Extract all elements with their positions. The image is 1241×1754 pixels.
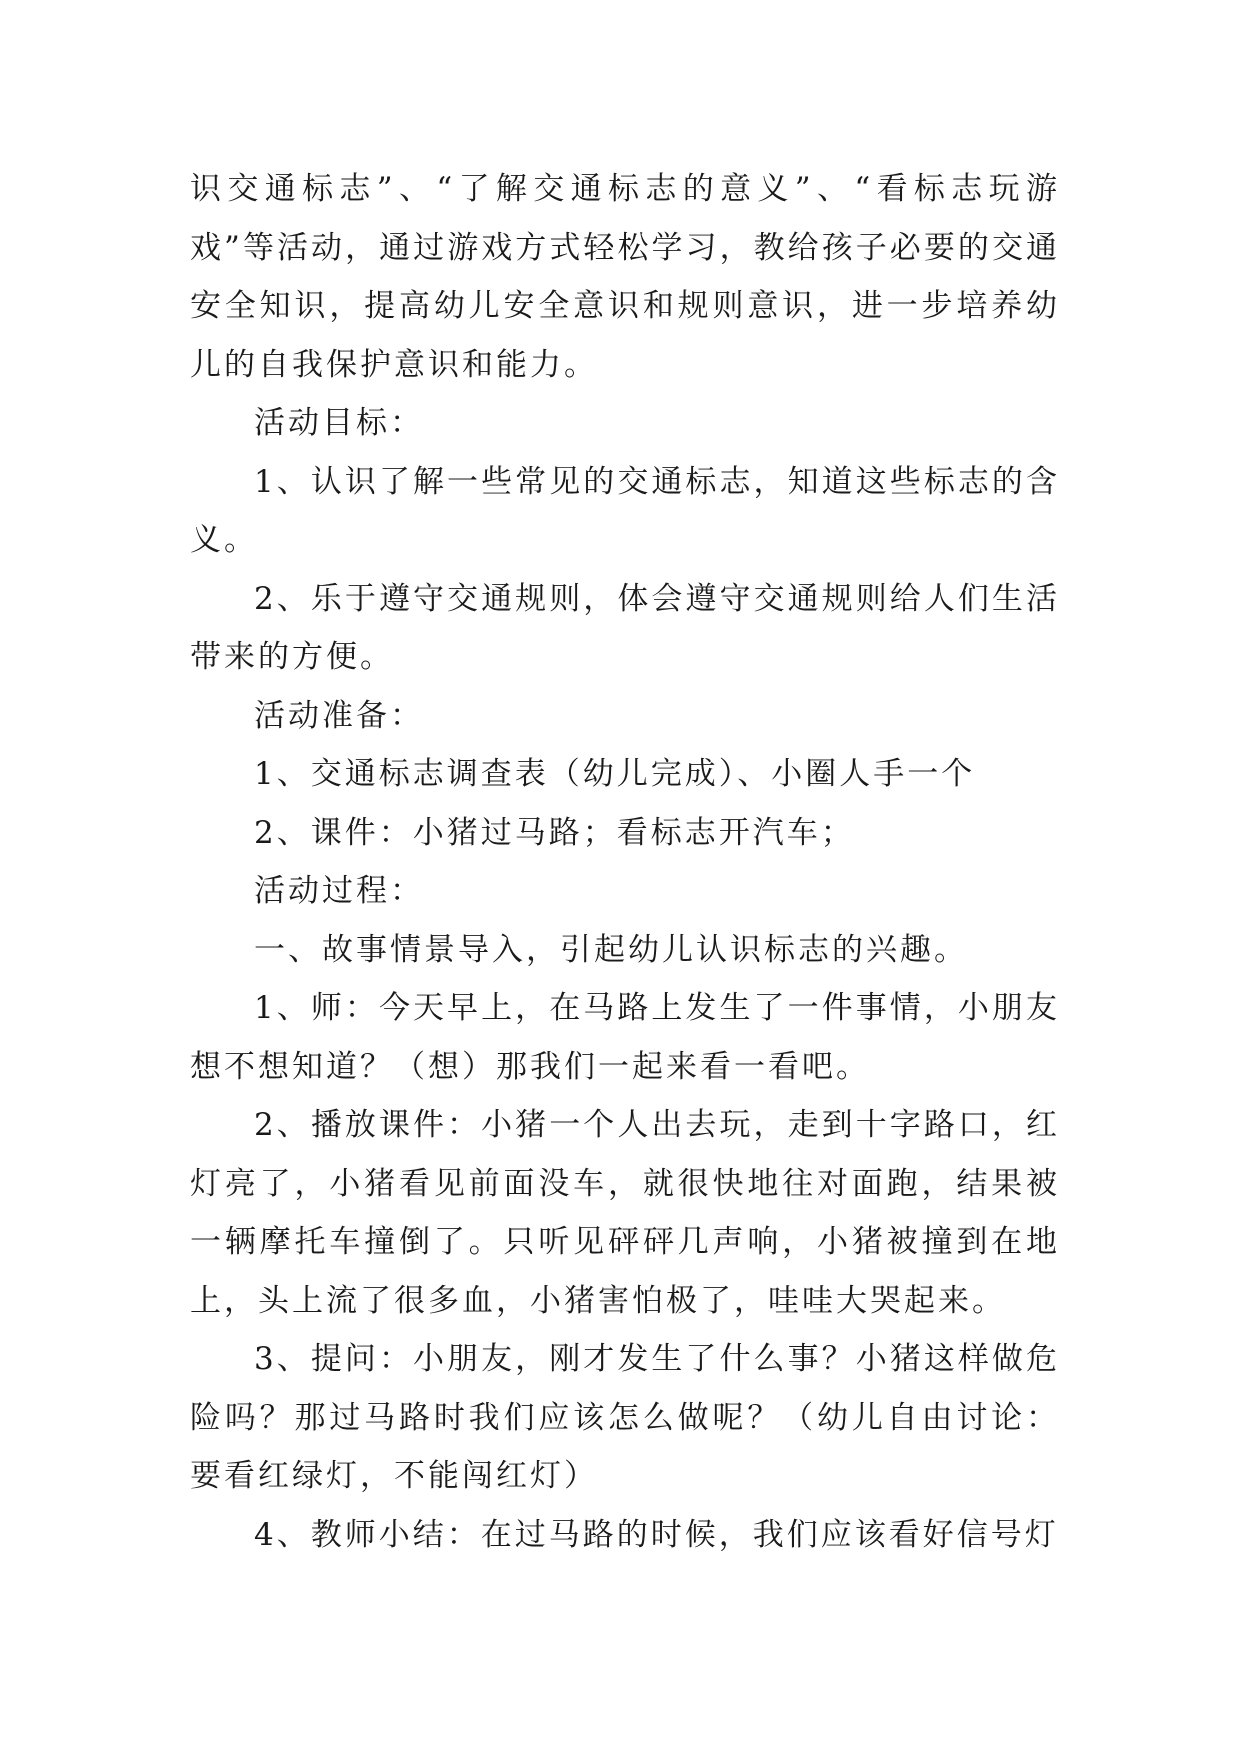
paragraph-process-step-4: 4、教师小结：在过马路的时候，我们应该看好信号灯	[254, 1516, 1059, 1553]
paragraph-goal-1: 1、认识了解一些常见的交通标志，知道这些标志的含义。	[190, 463, 1060, 558]
paragraph-process-step-3: 3、提问：小朋友，刚才发生了什么事？小猪这样做危险吗？那过马路时我们应该怎么做呢？（幼儿自由讨论：要看红绿灯，不能闯红灯）	[190, 1341, 1060, 1494]
paragraph-intro-continued: 识交通标志”、“了解交通标志的意义”、“看标志玩游戏”等活动，通过游戏方式轻松学习，教给孩子必要的交通安全知识，提高幼儿安全意识和规则意识，进一步培养幼儿的自我保护意识和能力。	[190, 171, 1060, 383]
paragraph-process-step-2: 2、播放课件：小猪一个人出去玩，走到十字路口，红灯亮了，小猪看见前面没车，就很快地往对面跑，结果被一辆摩托车撞倒了。只听见砰砰几声响，小猪被撞到在地上，头上流了很多血，小猪害怕极了，哇哇大哭起来。	[190, 1107, 1060, 1319]
paragraph-goal-2: 2、乐于遵守交通规则，体会遵守交通规则给人们生活带来的方便。	[190, 580, 1060, 675]
heading-activity-goals: 活动目标：	[254, 405, 424, 441]
paragraph-preparation-1: 1、交通标志调查表（幼儿完成）、小圈人手一个	[254, 756, 976, 792]
document-body	[190, 160, 1060, 1564]
paragraph-process-section-1: 一、故事情景导入，引起幼儿认识标志的兴趣。	[254, 931, 968, 968]
heading-activity-preparation: 活动准备：	[254, 697, 424, 734]
paragraph-process-step-1: 1、师：今天早上，在马路上发生了一件事情，小朋友想不想知道？（想）那我们一起来看一看吧。	[190, 990, 1060, 1085]
heading-activity-process: 活动过程：	[254, 873, 424, 909]
paragraph-preparation-2: 2、课件：小猪过马路；看标志开汽车；	[254, 814, 855, 851]
